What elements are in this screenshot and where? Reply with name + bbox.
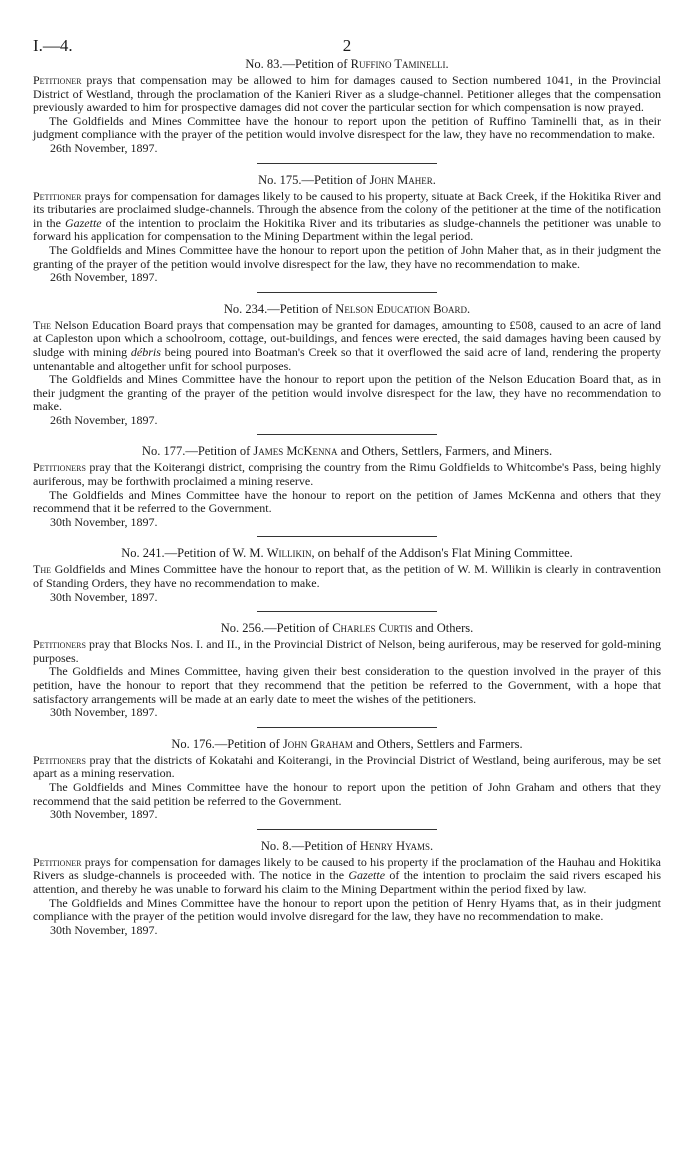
petition-234	[33, 301, 661, 436]
petitioner-name: Ruffino Taminelli.	[350, 57, 449, 71]
petition-177	[33, 443, 661, 537]
petition-prayer: Petitioner prays for compensation for damages likely to be caused to his property if the proclamation of the Hauhau and Hokitika Rivers as sludge-channels is proceeded with. The notice in the Gazette of the intention to proclaim the said rivers escaped his attention, and thereby he was unable to forward his claim to the Mining Department within the period fixed by law.	[33, 854, 661, 896]
report-date: 30th November, 1897.	[50, 514, 158, 529]
petition-prayer: The Nelson Education Board prays that compensation may be granted for damages, amounting to £508, caused to an acre of land at Capleston upon which a schoolroom, cottage, out-buildings, and fences were erected, the said damages having been caused by sludge with mining débris being poured into Boatman's Creek so that it overflowed the said acre of land, rendering the property untenantable and altogether unfit for school purposes.	[33, 317, 661, 373]
petition-prayer: Petitioners pray that the Koiterangi district, comprising the country from the Rimu Goldfields to Whitcombe's Pass, being highly auriferous, may be forthwith proclaimed a mining reserve.	[33, 460, 661, 489]
section-divider	[257, 829, 437, 830]
petitioner-name: Charles Curtis	[332, 621, 413, 636]
petition-241	[33, 545, 661, 612]
committee-report: The Goldfields and Mines Committee have the honour to report upon the petition of the Nelson Education Board that, as in their judgment the granting of the prayer of the petition would involve disrespect for the law, they have no recommendation to make.	[33, 372, 661, 414]
section-divider	[257, 611, 437, 612]
report-date: 26th November, 1897.	[50, 270, 158, 285]
petition-title: No. 241.—Petition of W. M. Willikin, on behalf of the Addison's Flat Mining Committee.	[121, 546, 573, 561]
report-date: 30th November, 1897.	[50, 589, 158, 604]
committee-report: The Goldfields and Mines Committee have the honour to report that, as the petition of W. M. Willikin is clearly in contravention of Standing Orders, they have no recommendation to make.	[33, 562, 661, 591]
petition-8	[33, 838, 661, 938]
section-divider	[257, 434, 437, 435]
petitioner-name: James McKenna	[253, 444, 338, 459]
petitioner-name: Willikin,	[266, 546, 315, 561]
petition-title: No. 176.—Petition of John Graham and Others, Settlers and Farmers.	[171, 736, 523, 751]
section-divider	[257, 292, 437, 293]
committee-report: The Goldfields and Mines Committee, having given their best consideration to the question involved in the prayer of this petition, have the honour to report that they recommend that the petition be referred to the Government, with a hope that satisfactory arrangements will be made at an early date to meet the wishes of the petitioners.	[33, 664, 661, 706]
petition-title: No. 256.—Petition of Charles Curtis and Others.	[220, 621, 474, 636]
document-page	[33, 36, 661, 937]
report-date: 30th November, 1897.	[50, 922, 158, 937]
section-divider	[257, 163, 437, 164]
petition-title: No. 234.—Petition of Nelson Education Board.	[223, 301, 471, 316]
petitioner-name: John Graham	[282, 736, 353, 751]
committee-report: The Goldfields and Mines Committee have the honour to report upon the petition of John Graham and others that they recommend that the said petition be referred to the Government.	[33, 779, 661, 808]
petition-176	[33, 736, 661, 830]
document-reference: I.—4.	[33, 36, 73, 55]
petition-prayer: Petitioners pray that Blocks Nos. I. and II., in the Provincial District of Nelson, being auriferous, may be reserved for gold-mining purposes.	[33, 637, 661, 665]
report-date: 26th November, 1897.	[50, 412, 158, 427]
petition-prayer: Petitioner prays for compensation for damages likely to be caused to his property, situate at Back Creek, if the Hokitika River and its tributaries are proclaimed sludge-channels. Through the absence from the colony of the petitioner at the time of the notification in the Gazette of the intention to proclaim the Hokitika River and its tributaries as sludge-channels the petitioner was unable to forward his application for compensation to the Mining Department within the legal period.	[33, 188, 661, 244]
page-header	[33, 36, 661, 56]
petition-title: No. 177.—Petition of James McKenna and Others, Settlers, Farmers, and Miners.	[141, 444, 553, 459]
committee-report: The Goldfields and Mines Committee have the honour to report upon the petition of Ruffino Taminelli that, as in their judgment compliance with the prayer of the petition would involve disrespect for the law, they have no recommendation to make.	[33, 113, 661, 142]
petitioner-name: Henry Hyams.	[359, 838, 434, 853]
petitioner-name: Nelson Education Board.	[335, 301, 471, 316]
petition-title: No. 8.—Petition of Henry Hyams.	[260, 838, 434, 853]
committee-report: The Goldfields and Mines Committee have the honour to report upon the petition of John Maher that, as in their judgment the granting of the prayer of the petition would involve disrespect for the law, they have no recommendation to make.	[33, 242, 661, 271]
petitioner-name: John Maher.	[369, 172, 436, 187]
report-date: 26th November, 1897.	[50, 140, 158, 155]
committee-report: The Goldfields and Mines Committee have the honour to report upon the petition of Henry Hyams that, as in their judgment compliance with the prayer of the petition would involve disregard for the law, they have no recommendation to make.	[33, 895, 661, 924]
page-number: 2	[342, 36, 352, 55]
petition-prayer: Petitioners pray that the districts of Kokatahi and Koiterangi, in the Provincial District of Westland, being auriferous, may be set apart as a mining reservation.	[33, 752, 661, 781]
section-divider	[257, 727, 437, 728]
section-divider	[257, 536, 437, 537]
committee-report: The Goldfields and Mines Committee have the honour to report on the petition of James McKenna and others that they recommend that it be referred to the Government.	[33, 487, 661, 516]
report-date: 30th November, 1897.	[50, 705, 158, 720]
petition-title: No. 83.—Petition of Ruffino Taminelli.	[245, 57, 449, 71]
petition-title: No. 175.—Petition of John Maher.	[258, 172, 436, 187]
petition-175	[33, 172, 661, 293]
petition-prayer: Petitioner prays that compensation may be allowed to him for damages caused to Section numbered 1041, in the Provincial District of Westland, through the proclamation of the Kanieri River as a sludge-channel. Petitioner alleges that the compensation previously awarded to him for prospective damages did not cover the particular section for which compensation is now prayed.	[33, 73, 661, 115]
report-date: 30th November, 1897.	[50, 807, 158, 822]
petition-83	[33, 56, 661, 164]
petition-256	[33, 620, 661, 728]
